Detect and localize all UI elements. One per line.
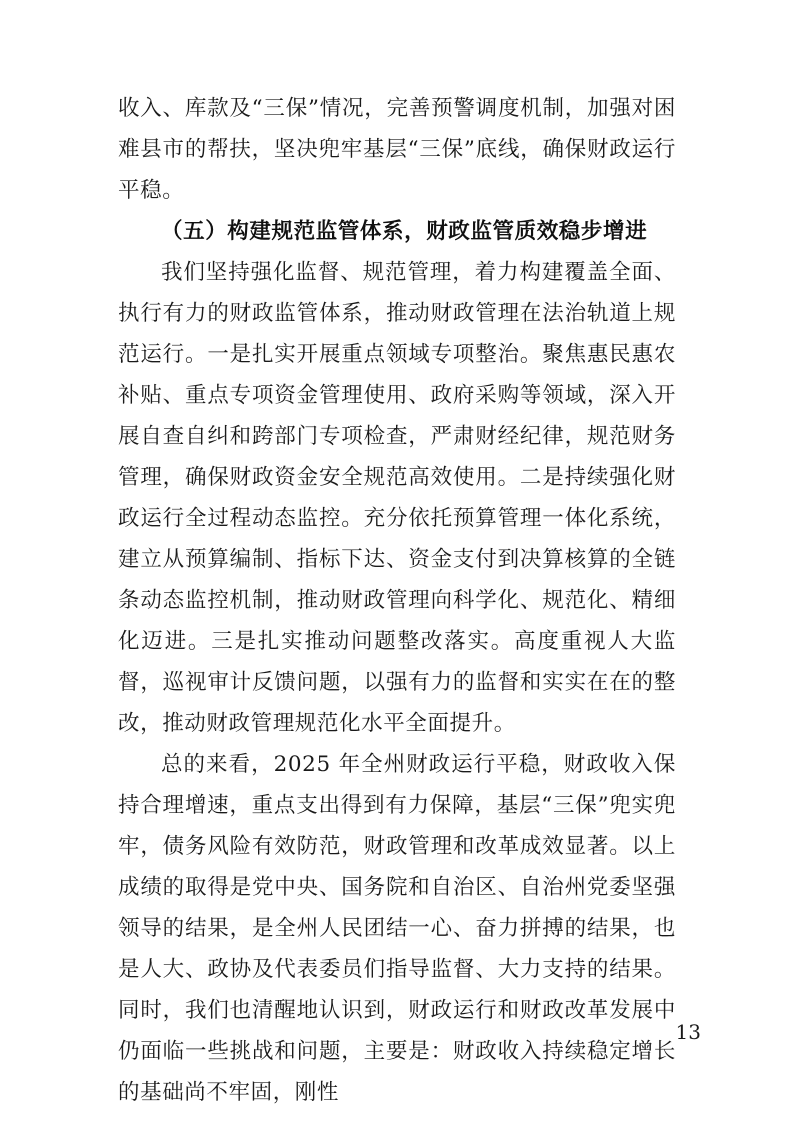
paragraph-summary: 总的来看，2025 年全州财政运行平稳，财政收入保持合理增速，重点支出得到有力保障，基层“三保”兜实兜牢，债务风险有效防范，财政管理和改革成效显著。以上成绩的取得是党中央、国务院和自治区、自治州党委坚强领导的结果，是全州人民团结一心、奋力拼搏的结果，也是人大、政协及代表委员们指导监督、大力支持的结果。同时，我们也清醒地认识到，财政运行和财政改革发展中仍面临一些挑战和问题，主要是：财政收入持续稳定增长的基础尚不牢固，刚性 [118, 752, 676, 1105]
paragraph-supervision: 我们坚持强化监督、规范管理，着力构建覆盖全面、执行有力的财政监管体系，推动财政管理在法治轨道上规范运行。一是扎实开展重点领域专项整治。聚焦惠民惠农补贴、重点专项资金管理使用、政府采购等领域，深入开展自查自纠和跨部门专项检查，严肃财经纪律，规范财务管理，确保财政资金安全规范高效使用。二是持续强化财政运行全过程动态监控。充分依托预算管理一体化系统，建立从预算编制、指标下达、资金支付到决算核算的全链条动态监控机制，推动财政管理向科学化、规范化、精细化迈进。三是扎实推动问题整改落实。高度重视人大监督，巡视审计反馈问题，以强有力的监督和实实在在的整改，推动财政管理规范化水平全面提升。 [118, 260, 676, 736]
page-number: 13 [675, 1020, 701, 1044]
document-body [118, 88, 676, 1113]
section-heading: （五）构建规范监管体系，财政监管质效稳步增进 [161, 219, 648, 244]
paragraph-continuation: 收入、库款及“三保”情况，完善预警调度机制，加强对困难县市的帮扶，坚决兜牢基层“三保”底线，确保财政运行平稳。 [118, 96, 676, 203]
